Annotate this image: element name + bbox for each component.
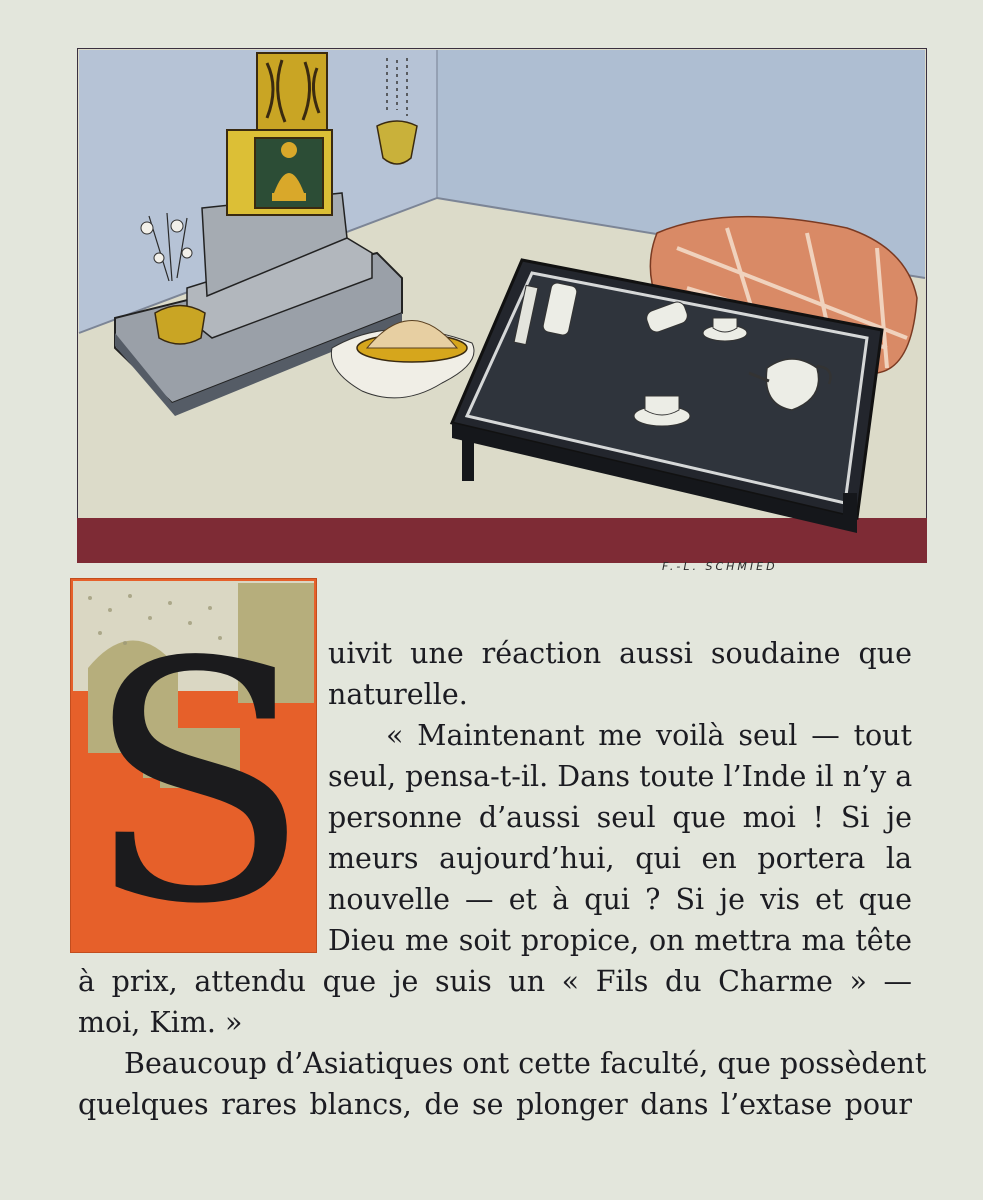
text-line: « Maintenant me voilà seul — tout (386, 719, 912, 752)
baseboard (77, 518, 927, 563)
illustration-shrine-room (77, 48, 927, 563)
text-line: nouvelle — et à qui ? Si je vis et que (328, 883, 912, 916)
dropcap-glyph: S (84, 592, 312, 953)
text-line: uivit une réaction aussi soudaine que (328, 637, 912, 670)
text-line: Dieu me soit propice, on mettra ma tête (328, 924, 912, 957)
artist-signature: F.-L. SCHMIED (662, 560, 778, 573)
text-line: personne d’aussi seul que moi ! Si je (328, 801, 912, 834)
text-line: quelques rares blancs, de se plonger dans l’extase pour (78, 1088, 912, 1121)
text-line: moi, Kim. » (78, 1006, 243, 1039)
text-line: meurs aujourd’hui, qui en portera la (328, 842, 912, 875)
text-line: à prix, attendu que je suis un « Fils du Charme » — (78, 965, 912, 998)
body-text (78, 633, 927, 1125)
text-line: seul, pensa-t-il. Dans toute l’Inde il n’y a (328, 760, 913, 793)
text-line: Beaucoup d’Asiatiques ont cette faculté, que possèdent (124, 1047, 927, 1080)
text-line: naturelle. (328, 678, 468, 711)
